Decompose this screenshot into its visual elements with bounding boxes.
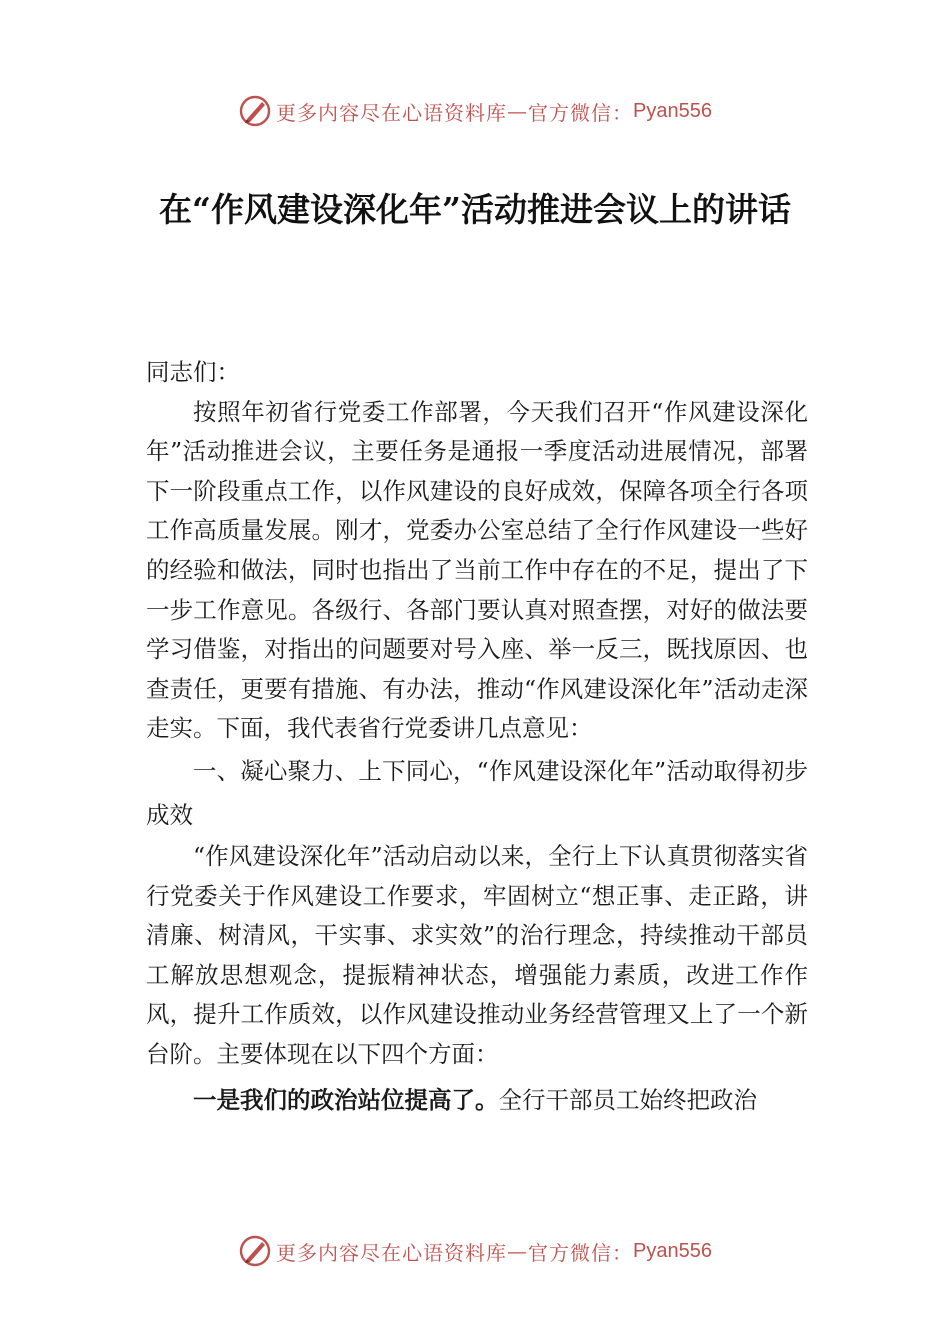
point-1-lead: 一是我们的政治站位提高了。 (193, 1085, 499, 1114)
watermark-wechat-id: Pyan556 (633, 1239, 712, 1262)
document-body (146, 353, 808, 1120)
paragraph-section-1: “作风建设深化年”活动启动以来，全行上下认真贯彻落实省行党委关于作风建设工作要求，牢固树立“想正事、走正路，讲清廉、树清风，干实事、求实效”的治行理念，持续推动干部员工解放思想观念，提振精神状态，增强能力素质，改进工作作风，提升工作质效，以作风建设推动业务经营管理又上了一个新台阶。主要体现在以下四个方面： (146, 841, 808, 1068)
watermark-wechat-label: 官方微信： (528, 1240, 634, 1265)
watermark-brand: 更多内容尽在心语资料库 (276, 1240, 508, 1265)
paragraph-point-1 (146, 1081, 808, 1121)
pen-logo-icon (238, 1234, 272, 1268)
watermark-separator: — (507, 1239, 529, 1263)
paragraph-intro: 按照年初省行党委工作部署，今天我们召开“作风建设深化年”活动推进会议，主要任务是通报一季度活动进展情况，部署下一阶段重点工作，以作风建设的良好成效，保障各项全行各项工作高质量发展。刚才，党委办公室总结了全行作风建设一些好的经验和做法，同时也指出了当前工作中存在的不足，提出了下一步工作意见。各级行、各部门要认真对照查摆，对好的做法要学习借鉴，对指出的问题要对号入座、举一反三，既找原因、也查责任，更要有措施、有办法，推动“作风建设深化年”活动走深走实。下面，我代表省行党委讲几点意见： (146, 397, 808, 743)
watermark-banner-top (0, 94, 950, 128)
pen-logo-icon (238, 94, 272, 128)
watermark-wechat-label: 官方微信： (528, 100, 634, 125)
section-heading-1: 一、凝心聚力、上下同心，“作风建设深化年”活动取得初步成效 (146, 756, 808, 829)
watermark-separator: — (507, 99, 529, 123)
salutation: 同志们： (146, 358, 240, 386)
watermark-banner-bottom (0, 1234, 950, 1268)
watermark-brand: 更多内容尽在心语资料库 (276, 100, 508, 125)
watermark-wechat-id: Pyan556 (633, 99, 712, 122)
page-title: 在“作风建设深化年”活动推进会议上的讲话 (159, 190, 791, 229)
point-1-text: 全行干部员工始终把政治 (498, 1085, 757, 1114)
